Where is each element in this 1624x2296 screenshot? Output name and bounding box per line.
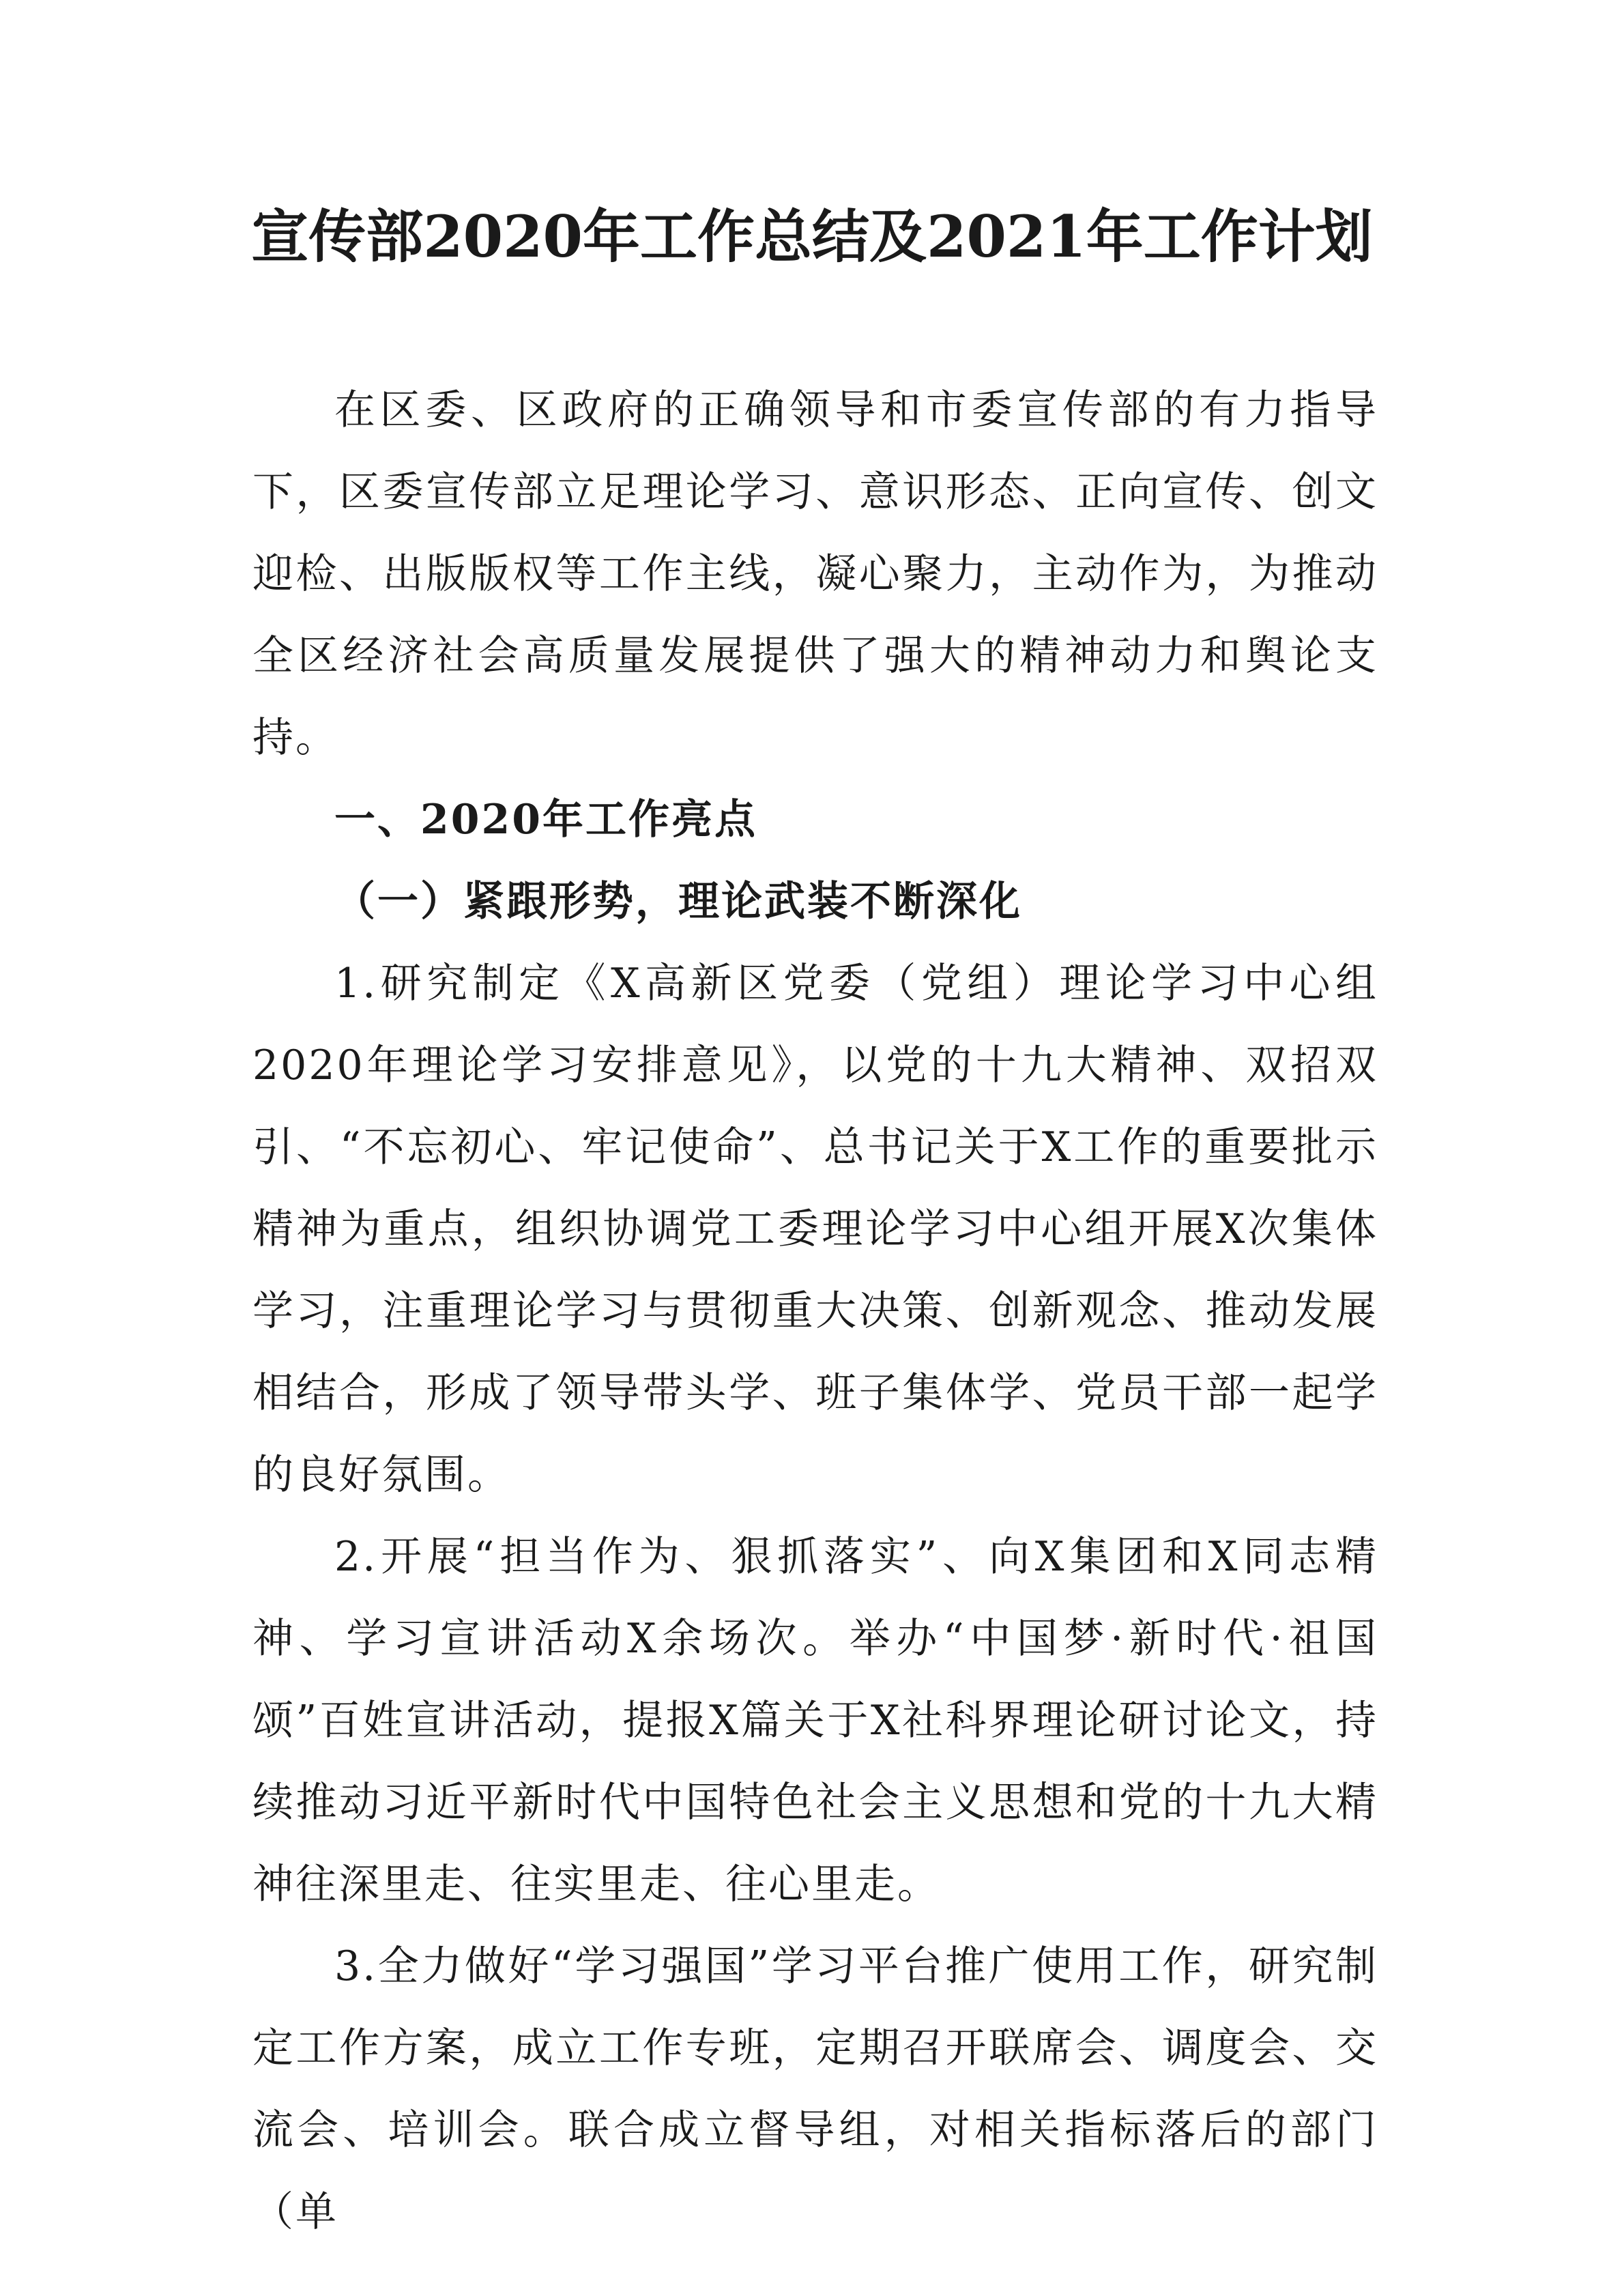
document-body [252,369,1378,2253]
item-paragraph-1: 1.研究制定《X高新区党委（党组）理论学习中心组2020年理论学习安排意见》，以党的十九大精神、双招双引、“不忘初心、牢记使命”、总书记关于X工作的重要批示精神为重点，组织协调党工委理论学习中心组开展X次集体学习，注重理论学习与贯彻重大决策、创新观念、推动发展相结合，形成了领导带头学、班子集体学、党员干部一起学的良好氛围。 [252,960,1378,1499]
intro-paragraph: 在区委、区政府的正确领导和市委宣传部的有力指导下，区委宣传部立足理论学习、意识形态、正向宣传、创文迎检、出版版权等工作主线，凝心聚力，主动作为，为推动全区经济社会高质量发展提供了强大的精神动力和舆论支持。 [252,386,1378,762]
document-title: 宣传部2020年工作总结及2021年工作计划 [251,203,1373,270]
item-paragraph-3: 3.全力做好“学习强国”学习平台推广使用工作，研究制定工作方案，成立工作专班，定期召开联席会、调度会、交流会、培训会。联合成立督导组，对相关指标落后的部门（单 [252,1942,1378,2236]
item-paragraph-2: 2.开展“担当作为、狠抓落实”、向X集团和X同志精神、学习宣讲活动X余场次。举办“中国梦·新时代·祖国颂”百姓宣讲活动，提报X篇关于X社科界理论研讨论文，持续推动习近平新时代中国特色社会主义思想和党的十九大精神往深里走、往实里走、往心里走。 [252,1533,1378,1908]
section-heading: 一、2020年工作亮点 [334,796,757,844]
subsection-heading: （一）紧跟形势，理论武装不断深化 [334,878,1022,925]
